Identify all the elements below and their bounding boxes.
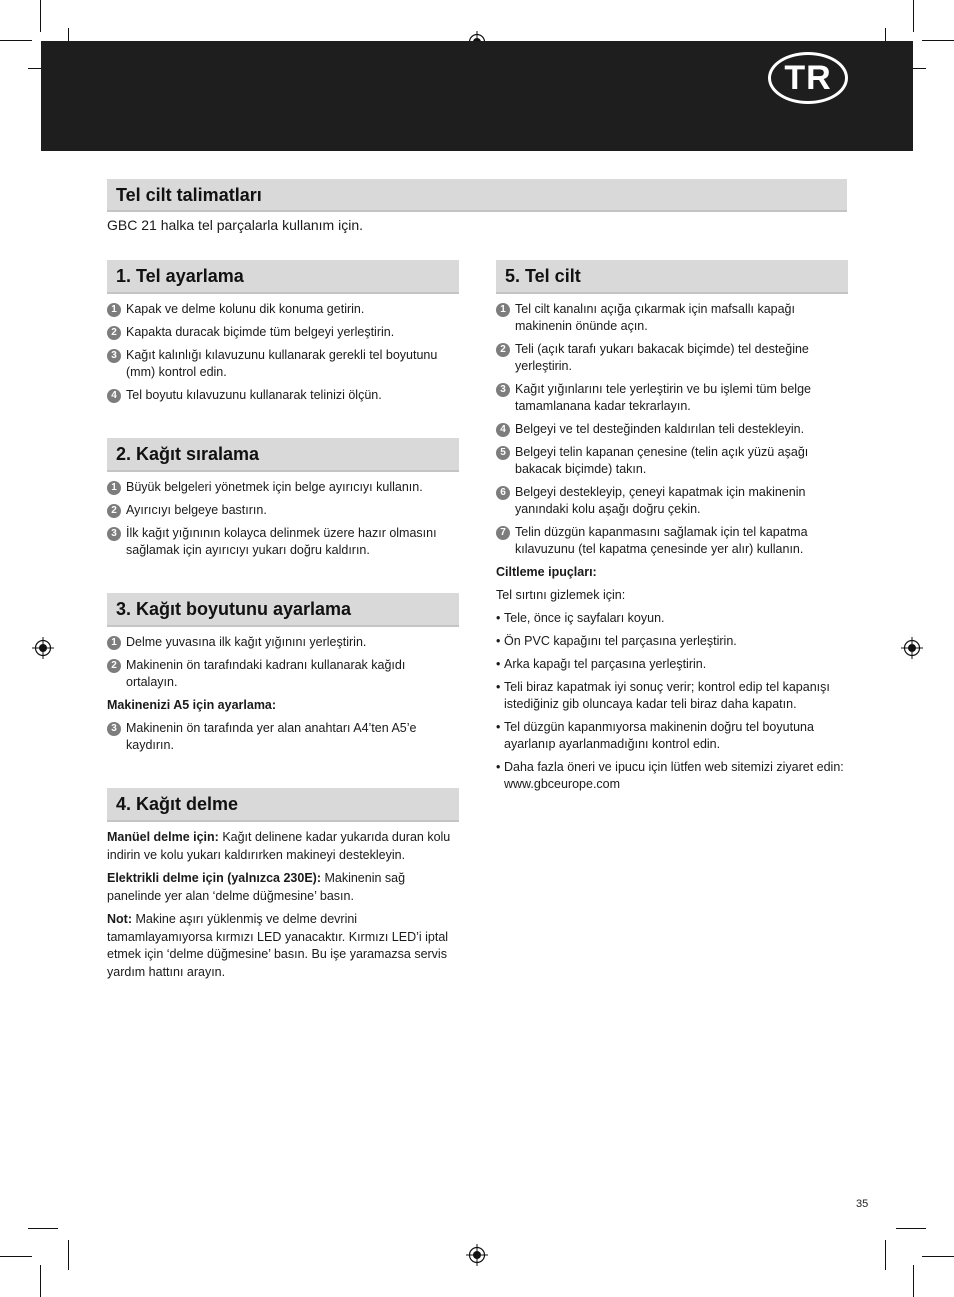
list-item (496, 421, 848, 438)
list-item (496, 524, 848, 558)
page-number: 35 (856, 1198, 869, 1210)
crop-mark (40, 0, 41, 32)
crop-mark (896, 1228, 926, 1229)
step-number-icon: 3 (107, 527, 121, 541)
step-number-icon: 2 (107, 326, 121, 340)
subheading: Ciltleme ipuçları: (496, 565, 597, 579)
paragraph-text: Kağıt delinene kadar yukarıda duran kolu indirin ve kolu yukarı kaldırırken makineyi destekleyin. (107, 830, 451, 862)
section-title: 4. Kağıt delme (116, 794, 239, 814)
section-title: 2. Kağıt sıralama (116, 444, 260, 464)
bullet-item (496, 633, 848, 650)
step-number-icon: 1 (107, 481, 121, 495)
crop-mark (0, 40, 32, 41)
crop-mark (0, 1256, 32, 1257)
paragraph-text: Makinenin sağ panelinde yer alan ‘delme düğmesine’ basın. (107, 871, 406, 903)
list-item (107, 301, 459, 318)
bullet-text: Ön PVC kapağını tel parçasına yerleştirin. (504, 634, 737, 648)
paragraph (107, 911, 459, 981)
list-item (107, 347, 459, 381)
list-item (107, 479, 459, 496)
list-item (496, 341, 848, 375)
step-number-icon: 3 (107, 349, 121, 363)
registration-mark-icon (466, 1244, 488, 1266)
step-text: Tel boyutu kılavuzunu kullanarak telinizi ölçün. (126, 388, 382, 402)
paragraph (107, 870, 459, 905)
step-text: Kapakta duracak biçimde tüm belgeyi yerleştirin. (126, 325, 395, 339)
step-text: Büyük belgeleri yönetmek için belge ayırıcıyı kullanın. (126, 480, 423, 494)
step-number-icon: 4 (496, 423, 510, 437)
paragraph (107, 829, 459, 864)
step-number-icon: 2 (107, 504, 121, 518)
step-number-icon: 7 (496, 526, 510, 540)
list-item (107, 720, 459, 754)
crop-mark (885, 1240, 886, 1270)
step-text: Teli (açık tarafı yukarı bakacak biçimde) tel desteğine yerleştirin. (515, 342, 809, 373)
bullet-item (496, 719, 848, 753)
step-number-icon: 1 (496, 303, 510, 317)
left-column (107, 260, 459, 987)
step-text: Kağıt kalınlığı kılavuzunu kullanarak gerekli tel boyutunu (mm) kontrol edin. (126, 348, 438, 379)
paragraph-text: Makine aşırı yüklenmiş ve delme devrini tamamlayamıyorsa kırmızı LED yanacaktır. Kırmızı LED’i iptal etmek için ‘delme düğmesine’ basın. Bu işe yaramazsa servis yardım hattını arayın. (107, 912, 449, 979)
language-badge: TR (768, 52, 848, 104)
step-text: Kapak ve delme kolunu dik konuma getirin. (126, 302, 365, 316)
bullet-icon: • (496, 720, 501, 734)
paragraph-label: Manüel delme için: (107, 830, 219, 844)
section-title: 5. Tel cilt (505, 266, 581, 286)
bullet-text: Teli biraz kapatmak iyi sonuç verir; kontrol edip tel kapanışı istediğiniz gib oluncaya kadar teli biraz daha kapatın. (504, 680, 830, 711)
step-text: Belgeyi telin kapanan çenesine (telin açık yüzü aşağı bakacak biçimde) takın. (515, 445, 809, 476)
step-text: İlk kağıt yığınının kolayca delinmek üzere hazır olmasını sağlamak için ayırıcıyı yukarı doğru kaldırın. (126, 526, 437, 557)
list-item (496, 381, 848, 415)
bullet-icon: • (496, 760, 501, 774)
bullet-text: Arka kapağı tel parçasına yerleştirin. (504, 657, 707, 671)
right-column (496, 260, 848, 799)
intro-text: GBC 21 halka tel parçalarla kullanım için. (107, 217, 364, 233)
section-title: 1. Tel ayarlama (116, 266, 244, 286)
step-text: Tel cilt kanalını açığa çıkarmak için mafsallı kapağı makinenin önünde açın. (515, 302, 795, 333)
bullet-icon: • (496, 680, 501, 694)
list-item (107, 657, 459, 691)
step-number-icon: 2 (496, 343, 510, 357)
step-text: Makinenin ön tarafında yer alan anahtarı A4’ten A5’e kaydırın. (126, 721, 417, 752)
step-number-icon: 2 (107, 659, 121, 673)
bullet-icon: • (496, 611, 501, 625)
step-text: Kağıt yığınlarını tele yerleştirin ve bu işlemi tüm belge tamamlanana kadar tekrarlayın. (515, 382, 811, 413)
list-item (107, 525, 459, 559)
section-header (107, 593, 459, 627)
bullet-icon: • (496, 657, 501, 671)
step-number-icon: 1 (107, 636, 121, 650)
list-item (496, 484, 848, 518)
header-bar (41, 41, 913, 151)
list-item (496, 301, 848, 335)
step-text: Delme yuvasına ilk kağıt yığınını yerleştirin. (126, 635, 367, 649)
bullet-item (496, 656, 848, 673)
step-number-icon: 5 (496, 446, 510, 460)
section-title: 3. Kağıt boyutunu ayarlama (116, 599, 352, 619)
bullet-text: Tel düzgün kapanmıyorsa makinenin doğru tel boyutuna ayarlanıp ayarlanmadığını kontrol edin. (504, 720, 814, 751)
step-text: Makinenin ön tarafındaki kadranı kullanarak kağıdı ortalayın. (126, 658, 406, 689)
step-number-icon: 3 (107, 722, 121, 736)
bullet-icon: • (496, 634, 501, 648)
list-item (107, 634, 459, 651)
registration-mark-icon (901, 637, 923, 659)
paragraph-label: Not: (107, 912, 132, 926)
step-text: Belgeyi ve tel desteğinden kaldırılan teli destekleyin. (515, 422, 805, 436)
section-header (107, 260, 459, 294)
list-item (107, 324, 459, 341)
bullet-item (496, 679, 848, 713)
crop-mark (922, 40, 954, 41)
registration-mark-icon (32, 637, 54, 659)
list-item (107, 502, 459, 519)
step-number-icon: 3 (496, 383, 510, 397)
bullet-item (496, 759, 848, 793)
subheading: Makinenizi A5 için ayarlama: (107, 698, 277, 712)
bullet-item (496, 610, 848, 627)
step-number-icon: 1 (107, 303, 121, 317)
page-title-bar (107, 179, 847, 212)
step-text: Telin düzgün kapanmasını sağlamak için tel kapatma kılavuzunu (tel kapatma çenesinde yer alır) kullanın. (515, 525, 808, 556)
crop-mark (913, 1265, 914, 1297)
page-title: Tel cilt talimatları (116, 185, 262, 205)
crop-mark (28, 1228, 58, 1229)
paragraph-label: Elektrikli delme için (yalnızca 230E): (107, 871, 321, 885)
bullet-text: Tele, önce iç sayfaları koyun. (504, 611, 665, 625)
list-item (496, 444, 848, 478)
step-text: Belgeyi destekleyip, çeneyi kapatmak için makinenin yanındaki kolu aşağı doğru çekin. (515, 485, 806, 516)
crop-mark (68, 1240, 69, 1270)
step-number-icon: 6 (496, 486, 510, 500)
crop-mark (40, 1265, 41, 1297)
tips-intro: Tel sırtını gizlemek için: (496, 588, 626, 602)
section-header (107, 438, 459, 472)
section-header (496, 260, 848, 294)
step-text: Ayırıcıyı belgeye bastırın. (126, 503, 267, 517)
bullet-text: Daha fazla öneri ve ipucu için lütfen web sitemizi ziyaret edin: www.gbceurope.com (504, 760, 844, 791)
crop-mark (922, 1256, 954, 1257)
list-item (107, 387, 459, 404)
section-header (107, 788, 459, 822)
crop-mark (913, 0, 914, 32)
step-number-icon: 4 (107, 389, 121, 403)
